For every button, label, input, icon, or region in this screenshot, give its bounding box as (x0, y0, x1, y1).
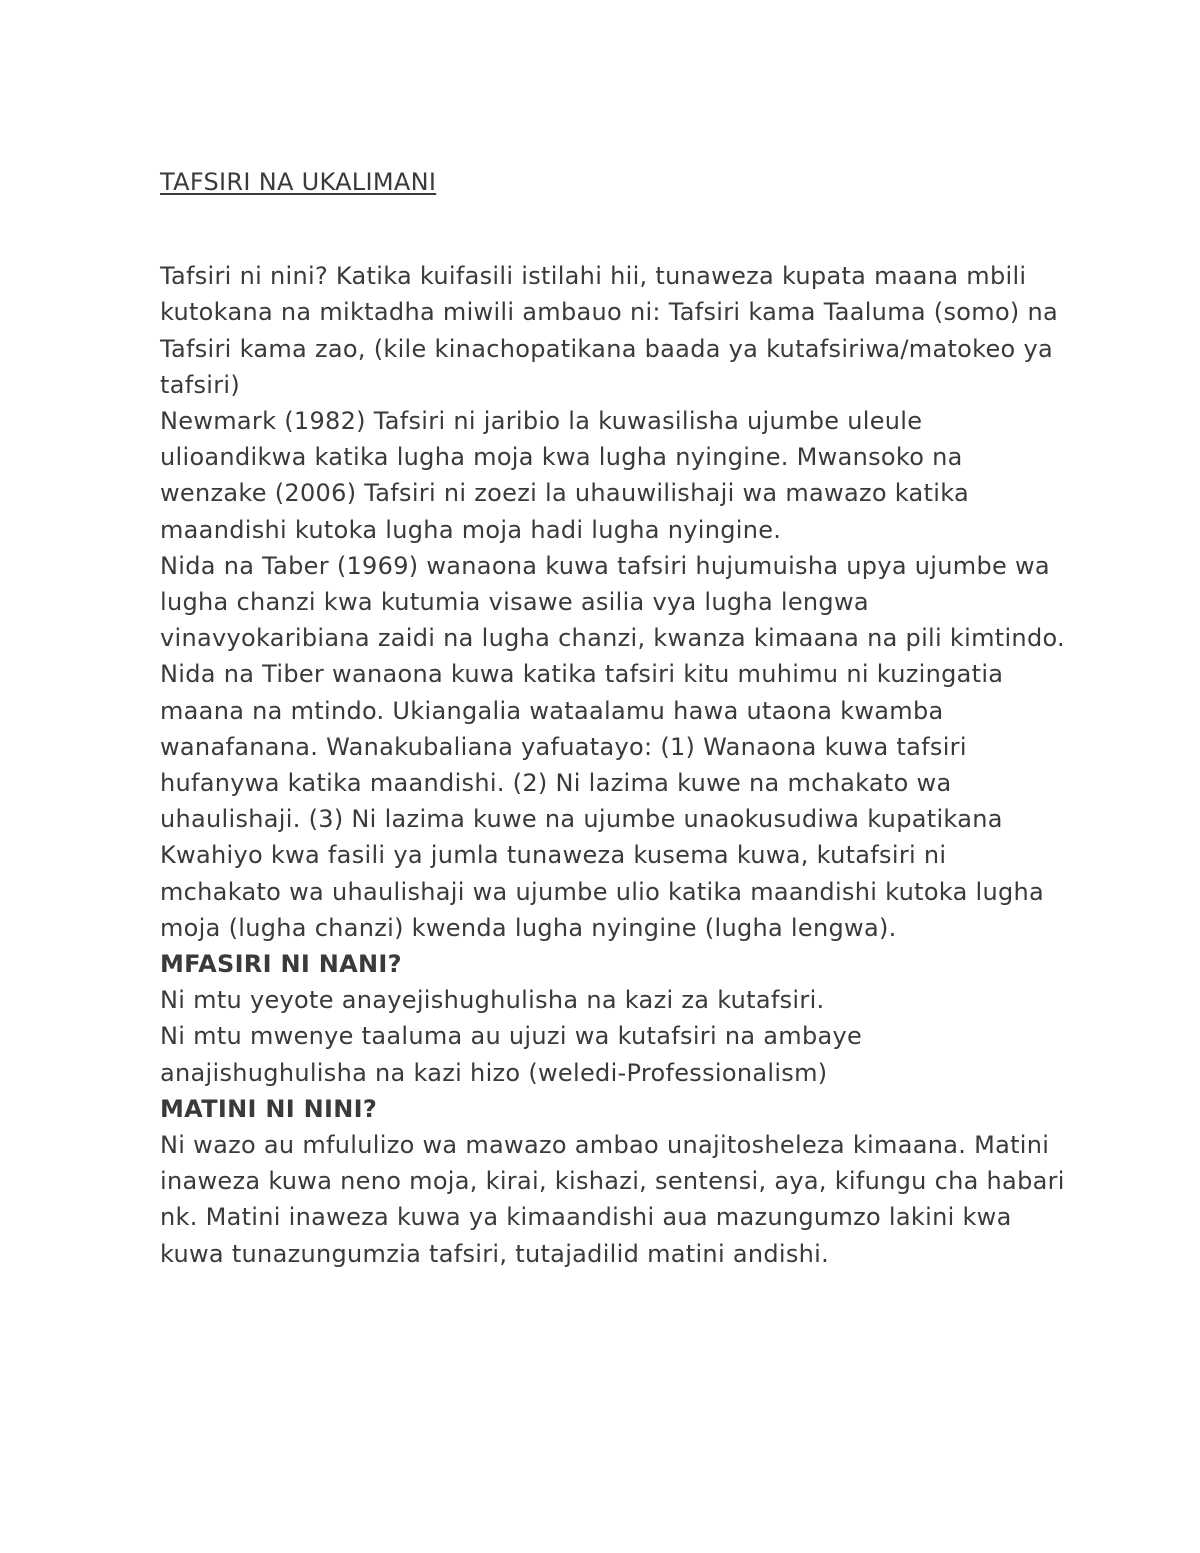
heading-matini: MATINI NI NINI? (160, 1094, 378, 1123)
document-body (160, 164, 1070, 1272)
paragraph-general-definition: Kwahiyo kwa fasili ya jumla tunaweza kusema kuwa, kutafsiri ni mchakato wa uhaulishaji wa ujumbe ulio katika maandishi kutoka lugha moja (lugha chanzi) kwenda lugha nyingine (lugha lengwa). (160, 841, 1045, 942)
paragraph-newmark: Newmark (1982) Tafsiri ni jaribio la kuwasilisha ujumbe uleule ulioandikwa katika lugha moja kwa lugha nyingine. Mwansoko na wenzake (2006) Tafsiri ni zoezi la uhauwilishaji wa mawazo katika maandishi kutoka lugha moja hadi lugha nyingine. (160, 407, 970, 544)
paragraph-definition: Tafsiri ni nini? Katika kuifasili istilahi hii, tunaweza kupata maana mbili kutokana na miktadha miwili ambauo ni: Tafsiri kama Taaluma (somo) na Tafsiri kama zao, (kile kinachopatikana baada ya kutafsiriwa/matokeo ya tafsiri) (160, 262, 1059, 399)
paragraph-mfasiri-1: Ni mtu yeyote anayejishughulisha na kazi za kutafsiri. (160, 986, 825, 1015)
paragraph-nida-taber: Nida na Taber (1969) wanaona kuwa tafsiri hujumuisha upya ujumbe wa lugha chanzi kwa kutumia visawe asilia vya lugha lengwa vinavyokaribiana zaidi na lugha chanzi, kwanza kimaana na pili kimtindo. (160, 551, 1065, 653)
paragraph-nida-tiber: Nida na Tiber wanaona kuwa katika tafsiri kitu muhimu ni kuzingatia maana na mtindo. Ukiangalia wataalamu hawa utaona kwamba wanafanana. Wanakubaliana yafuatayo: (1) Wanaona kuwa tafsiri hufanywa katika maandishi. (2) Ni lazima kuwe na mchakato wa uhaulishaji. (3) Ni lazima kuwe na ujumbe unaokusudiwa kupatikana (160, 660, 1004, 834)
heading-mfasiri: MFASIRI NI NANI? (160, 950, 402, 979)
paragraph-mfasiri-2: Ni mtu mwenye taaluma au ujuzi wa kutafsiri na ambaye anajishughulisha na kazi hizo (weledi-Professionalism) (160, 1022, 863, 1087)
paragraph-matini: Ni wazo au mfululizo wa mawazo ambao unajitosheleza kimaana. Matini inaweza kuwa neno moja, kirai, kishazi, sentensi, aya, kifungu cha habari nk. Matini inaweza kuwa ya kimaandishi aua mazungumzo lakini kwa kuwa tunazungumzia tafsiri, tutajadilid matini andishi. (160, 1131, 1065, 1268)
document-title: TAFSIRI NA UKALIMANI (160, 168, 437, 196)
